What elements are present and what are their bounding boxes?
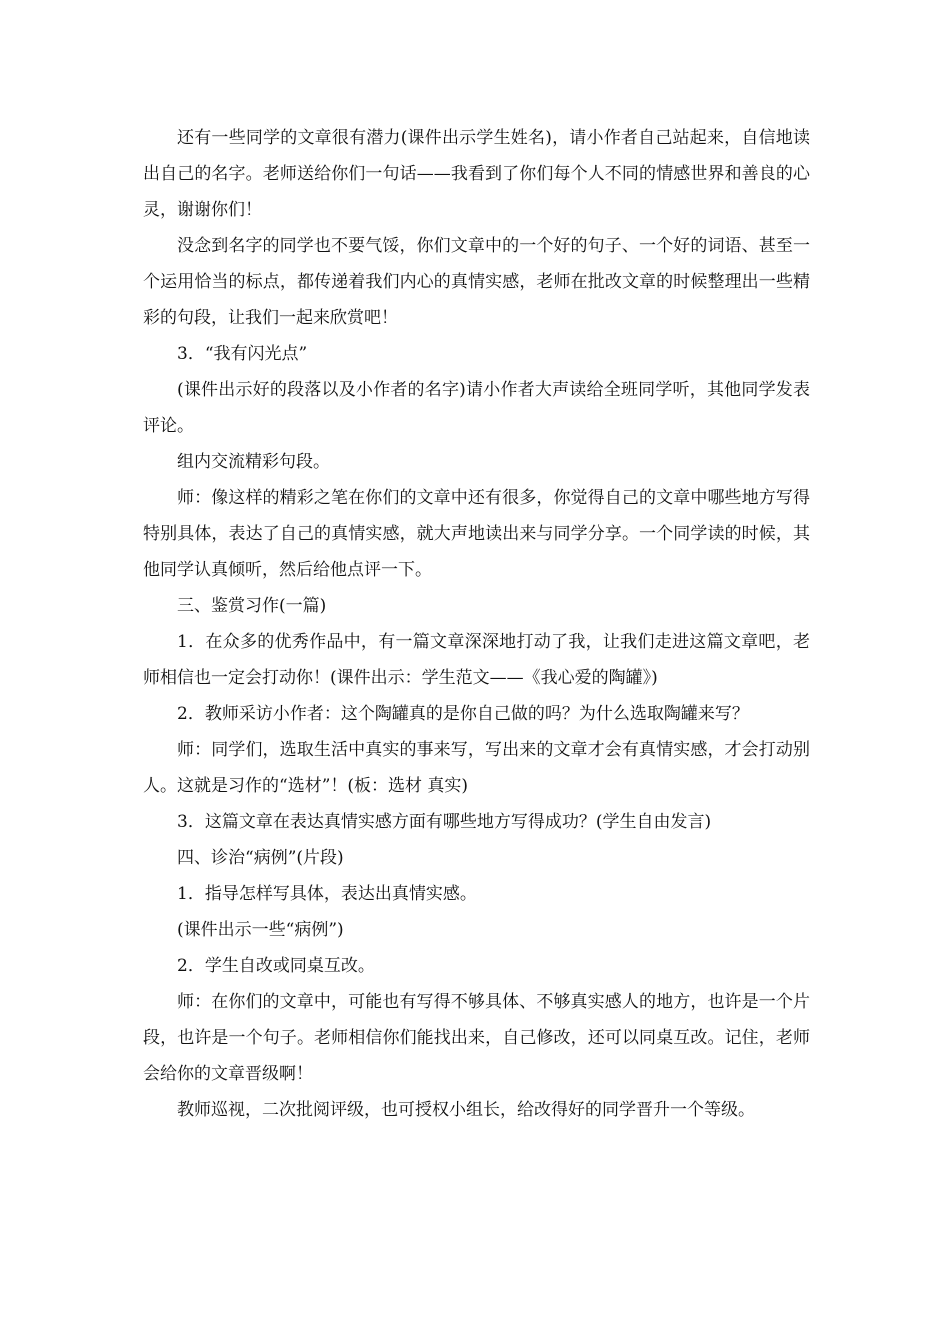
paragraph-show-cases: (课件出示一些“病例”) (177, 920, 344, 940)
paragraph-teacher-patrol: 教师巡视，二次批阅评级，也可授权小组长，给改得好的同学晋升一个等级。 (177, 1100, 755, 1120)
paragraph-choose-material: 师：同学们，选取生活中真实的事来写，写出来的文章才会有真情实感，才会打动别人。这就是习作的“选材”！(板：选材 真实) (143, 740, 810, 796)
paragraph-self-revise: 2．学生自改或同桌互改。 (177, 956, 375, 976)
paragraph-potential-students: 还有一些同学的文章很有潜力(课件出示学生姓名)，请小作者自己站起来，自信地读出自己的名字。老师送给你们一句话——我看到了你们每个人不同的情感世界和善良的心灵，谢谢你们！ (143, 128, 810, 220)
paragraph-group-exchange: 组内交流精彩句段。 (177, 452, 330, 472)
heading-appreciate-writing: 三、鉴赏习作(一篇) (177, 596, 327, 616)
paragraph-guide-specific: 1．指导怎样写具体，表达出真情实感。 (177, 884, 477, 904)
paragraph-teacher-revise: 师：在你们的文章中，可能也有写得不够具体、不够真实感人的地方，也许是一个片段，也许是一个句子。老师相信你们能找出来，自己修改，还可以同桌互改。记住，老师会给你的文章晋级啊！ (143, 992, 810, 1084)
paragraph-model-essay: 1．在众多的优秀作品中，有一篇文章深深地打动了我，让我们走进这篇文章吧，老师相信也一定会打动你！(课件出示：学生范文——《我心爱的陶罐》) (143, 632, 810, 688)
paragraph-encouragement: 没念到名字的同学也不要气馁，你们文章中的一个好的句子、一个好的词语、甚至一个运用恰当的标点，都传递着我们内心的真情实感，老师在批改文章的时候整理出一些精彩的句段，让我们一起来欣赏吧！ (143, 236, 810, 328)
paragraph-interview-author: 2．教师采访小作者：这个陶罐真的是你自己做的吗？为什么选取陶罐来写？ (177, 704, 749, 724)
heading-highlight-points: 3．“我有闪光点” (177, 344, 308, 364)
document-body (143, 120, 810, 1128)
paragraph-discussion: 3．这篇文章在表达真情实感方面有哪些地方写得成功？(学生自由发言) (177, 812, 712, 832)
heading-diagnose-cases: 四、诊治“病例”(片段) (177, 848, 344, 868)
paragraph-teacher-share: 师：像这样的精彩之笔在你们的文章中还有很多，你觉得自己的文章中哪些地方写得特别具体，表达了自己的真情实感，就大声地读出来与同学分享。一个同学读的时候，其他同学认真倾听，然后给他点评一下。 (143, 488, 810, 580)
paragraph-read-aloud: (课件出示好的段落以及小作者的名字)请小作者大声读给全班同学听，其他同学发表评论。 (143, 380, 810, 436)
